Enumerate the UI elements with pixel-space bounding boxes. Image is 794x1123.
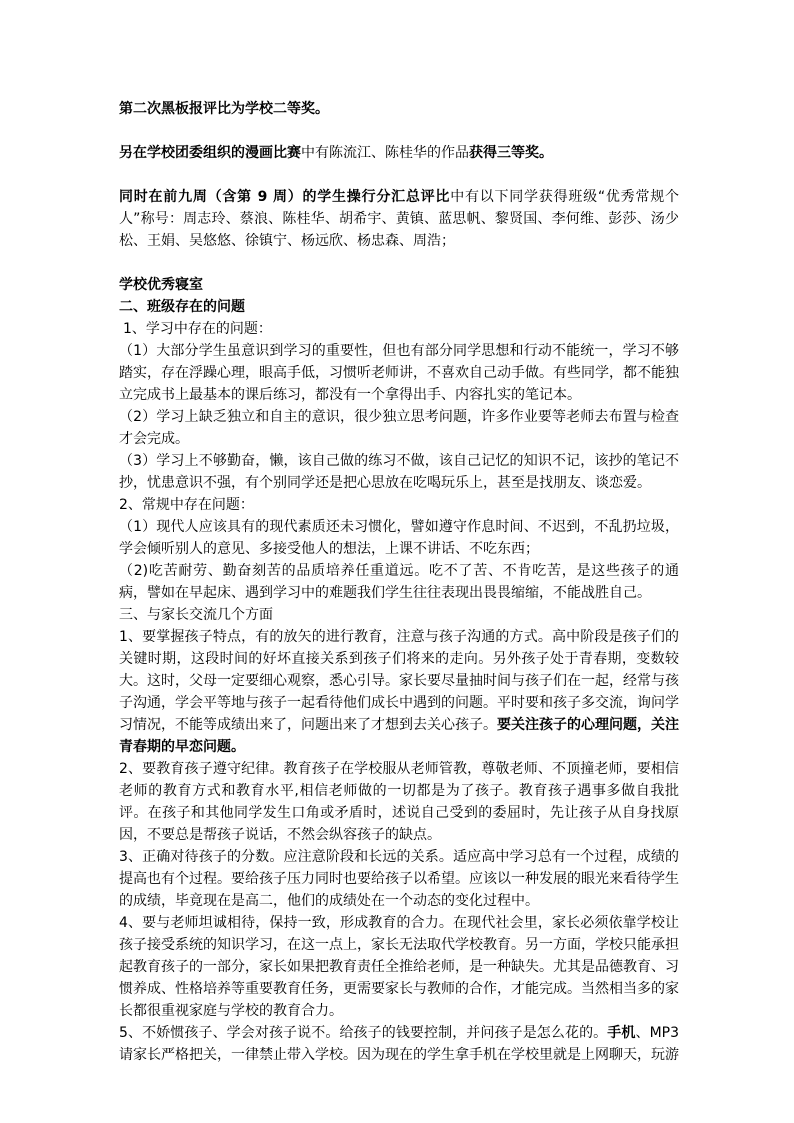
heading-dormitory: 学校优秀寝室: [119, 277, 203, 293]
section-3-item-2: 2、要教育孩子遵守纪律。教育孩子在学校服从老师管教，尊敬老师、不顶撞老师，要相信老师的教育方式和教育水平,相信老师做的一切都是为了孩子。教育孩子遇事多做自我批评。在孩子和其他同学发生口角或矛盾时，述说自己受到的委屈时，先让孩子从自身找原因，不要总是帮孩子说话，不然会纵容孩子的缺点。: [119, 761, 679, 843]
section-3-item-1-emphasis: 要关注孩子的心理问题，关注青春期的早恋问题。: [119, 717, 679, 755]
conduct-award-lead: 同时在前九周（含第 9 周）的学生操行分汇总评比: [119, 189, 451, 205]
section-2-title: 二、班级存在的问题: [119, 299, 245, 315]
section-3-item-5-rest: 、MP3请家长严格把关，一律禁止带入学校。因为现在的学生拿手机在学校里就是上网聊天，玩游: [119, 1025, 680, 1063]
section-3-title: 三、与家长交流几个方面: [119, 607, 273, 623]
section-2-1-item-3: （3）学习上不够勤奋，懒，该自己做的练习不做，该自己记忆的知识不记，该抄的笔记不抄，忧患意识不强，有个别同学还是把心思放在吃喝玩乐上，甚至是找朋友、谈恋爱。: [119, 453, 679, 491]
section-3-item-1-body: 1、要掌握孩子特点，有的放矢的进行教育，注意与孩子沟通的方式。高中阶段是孩子们的关键时期，这段时间的好坏直接关系到孩子们将来的走向。另外孩子处于青春期，变数较大。这时，父母一定要细心观察，悉心引导。家长要尽量抽时间与孩子们在一起，经常与孩子沟通，学会平等地与孩子一起看待他们成长中遇到的问题。平时要和孩子多交流，询问学习情况，不能等成绩出来了，问题出来了才想到去关心孩子。: [119, 629, 679, 733]
comic-contest-lead: 另在学校团委组织的漫画比赛: [119, 145, 301, 161]
section-2-2-item-1: （1）现代人应该具有的现代素质还未习惯化，譬如遵守作息时间、不迟到，不乱扔垃圾，学会倾听别人的意见、多接受他人的想法，上课不讲话、不吃东西；: [119, 519, 679, 557]
section-2-1-item-2: （2）学习上缺乏独立和自主的意识，很少独立思考问题，许多作业要等老师去布置与检查才会完成。: [119, 409, 679, 447]
paragraph-comic-contest: [119, 142, 679, 164]
section-2-2-title: 2、常规中存在问题：: [119, 497, 254, 513]
section-3-item-5-body: 5、不娇惯孩子、学会对孩子说不。给孩子的钱要控制，并问孩子是怎么花的。: [119, 1025, 608, 1041]
section-3-item-5: [119, 1022, 679, 1066]
section-3-item-1: [119, 626, 679, 758]
comic-contest-result: 获得三等奖。: [469, 145, 553, 161]
section-2-1-title: 1、学习中存在的问题：: [123, 321, 272, 337]
paragraph-conduct-award: [119, 186, 679, 252]
section-3-item-5-phone: 手机: [607, 1025, 636, 1041]
conduct-award-body: 中有以下同学获得班级“优秀常规个人”称号：周志玲、蔡浪、陈桂华、胡希宇、黄镇、蓝思帆、黎贤国、李何维、彭莎、汤少松、王娟、吴悠悠、徐镇宁、杨远欣、杨忠森、周浩；: [119, 189, 679, 249]
document-page: [119, 98, 679, 1066]
section-3-item-4: 4、要与老师坦诚相待，保持一致，形成教育的合力。在现代社会里，家长必须依靠学校让孩子接受系统的知识学习，在这一点上，家长无法取代学校教育。另一方面，学校只能承担起教育孩子的一部分，家长如果把教育责任全推给老师，是一种缺失。尤其是品德教育、习惯养成、性格培养等重要教育任务，更需要家长与教师的合作，才能完成。当然相当多的家长都很重视家庭与学校的教育合力。: [119, 915, 679, 1019]
section-3-item-3: 3、正确对待孩子的分数。应注意阶段和长远的关系。适应高中学习总有一个过程，成绩的提高也有个过程。要给孩子压力同时也要给孩子以希望。应该以一种发展的眼光来看待学生的成绩，毕竟现在是高二，他们的成绩处在一个动态的变化过程中。: [119, 849, 679, 909]
section-2-2-item-2: （2)吃苦耐劳、勤奋刻苦的品质培养任重道远。吃不了苦、不肯吃苦，是这些孩子的通病，譬如在早起床、遇到学习中的难题我们学生往往表现出畏畏缩缩，不能战胜自己。: [119, 563, 679, 601]
section-2-1-item-1: （1）大部分学生虽意识到学习的重要性，但也有部分同学思想和行动不能统一，学习不够踏实，存在浮躁心理，眼高手低，习惯听老师讲，不喜欢自己动手做。有些同学，都不能独立完成书上最基本的课后练习，都没有一个拿得出手、内容扎实的笔记本。: [119, 343, 679, 403]
comic-contest-body: 中有陈流江、陈桂华的作品: [301, 145, 469, 161]
paragraph-blackboard-award: 第二次黑板报评比为学校二等奖。: [119, 101, 329, 117]
